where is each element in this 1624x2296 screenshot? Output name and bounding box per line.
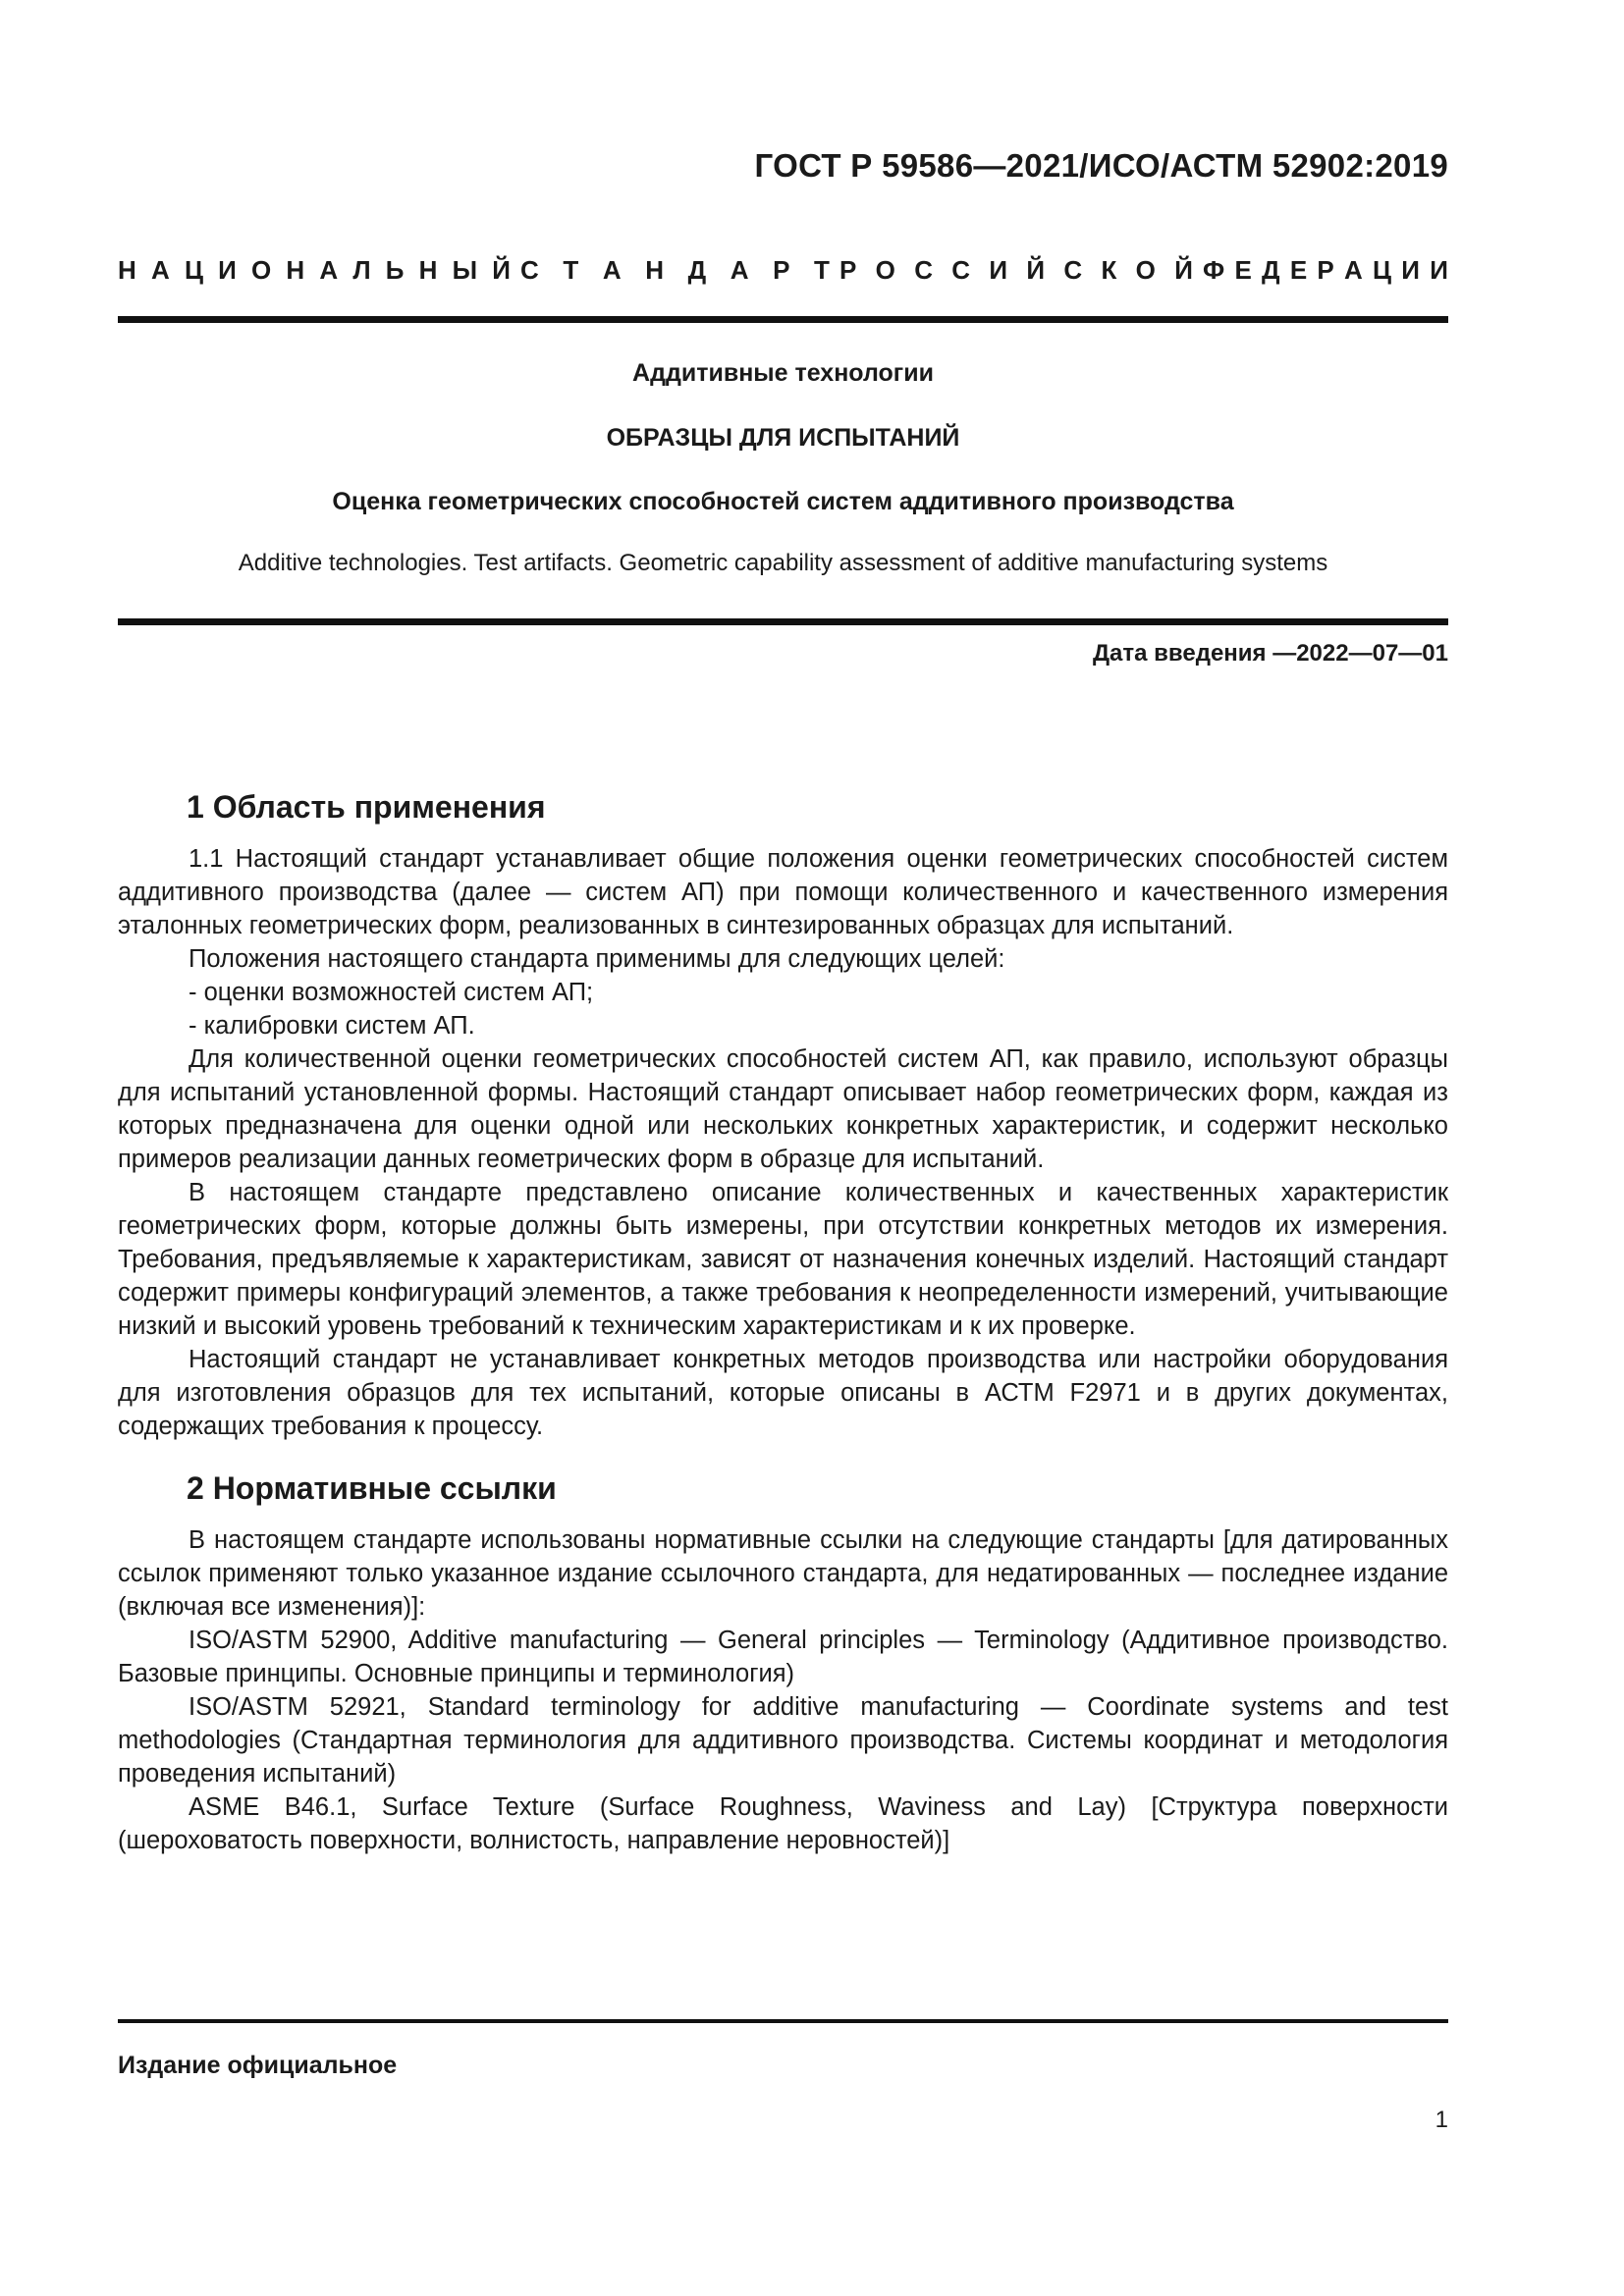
- banner-letter: И: [989, 255, 1008, 285]
- title-divider: [118, 618, 1448, 625]
- banner-letter: А: [319, 255, 339, 285]
- banner-letter: С: [914, 255, 933, 285]
- banner-word-4: [1203, 255, 1448, 286]
- banner-word-2: [520, 255, 830, 286]
- banner-letter: Д: [1262, 255, 1280, 285]
- section-2-heading: 2 Нормативные ссылки: [187, 1470, 557, 1506]
- section-2-reference-3: ASME B46.1, Surface Texture (Surface Roughness, Waviness and Lay) [Структура поверхности (шероховатость поверхности, волнистость, направление неровностей)]: [118, 1793, 1448, 1854]
- banner-letter: Р: [773, 255, 790, 285]
- footer-divider: [118, 2019, 1448, 2023]
- banner-letter: С: [1063, 255, 1083, 285]
- banner-letter: Т: [563, 255, 579, 285]
- banner-letter: Ы: [452, 255, 478, 285]
- banner-letter: Р: [1317, 255, 1334, 285]
- national-standard-banner: [118, 255, 1448, 286]
- banner-letter: О: [251, 255, 272, 285]
- title-line-3: Оценка геометрических способностей систем аддитивного производства: [332, 488, 1234, 515]
- page-number: 1: [1435, 2107, 1448, 2133]
- title-line-2: ОБРАЗЦЫ ДЛЯ ИСПЫТАНИЙ: [606, 424, 960, 452]
- banner-letter: Н: [118, 255, 136, 285]
- banner-letter: Л: [352, 255, 371, 285]
- banner-letter: О: [1135, 255, 1156, 285]
- banner-letter: Й: [492, 255, 511, 285]
- banner-letter: Ь: [385, 255, 405, 285]
- section-1-paragraph-1: 1.1 Настоящий стандарт устанавливает общие положения оценки геометрических способностей систем аддитивного производства (далее — систем АП) при помощи количественного и качественного измерения эталонных геометрических форм, реализованных в синтезированных образцах для испытаний.: [118, 845, 1448, 939]
- section-2-reference-1: ISO/ASTM 52900, Additive manufacturing — General principles — Terminology (Аддитивное производство. Базовые принципы. Основные принципы и терминология): [118, 1627, 1448, 1687]
- top-divider: [118, 316, 1448, 323]
- banner-letter: И: [1430, 255, 1448, 285]
- document-code: ГОСТ Р 59586—2021/ИСО/АСТМ 52902:2019: [754, 147, 1448, 184]
- banner-letter: Ц: [184, 255, 203, 285]
- banner-letter: Й: [1174, 255, 1193, 285]
- banner-letter: Д: [687, 255, 707, 285]
- banner-letter: С: [951, 255, 971, 285]
- banner-word-3: [839, 255, 1193, 286]
- section-1-bullet-2: - калибровки систем АП.: [189, 1012, 475, 1040]
- banner-letter: Ц: [1373, 255, 1392, 285]
- title-line-1: Аддитивные технологии: [632, 359, 934, 387]
- section-1-bullet-1: - оценки возможностей систем АП;: [189, 979, 594, 1006]
- section-1-paragraph-3: Для количественной оценки геометрических способностей систем АП, как правило, используют образцы для испытаний установленной формы. Настоящий стандарт описывает набор геометрических форм, каждая из которых предназначена для оценки одной или нескольких конкретных характеристик, и содержит несколько примеров реализации данных геометрических форм в образце для испытаний.: [118, 1045, 1448, 1173]
- section-1-paragraph-2: Положения настоящего стандарта применимы для следующих целей:: [189, 945, 1005, 973]
- banner-letter: К: [1101, 255, 1117, 285]
- banner-letter: Ф: [1203, 255, 1225, 285]
- banner-letter: А: [730, 255, 749, 285]
- banner-letter: С: [520, 255, 539, 285]
- banner-letter: А: [1344, 255, 1363, 285]
- banner-letter: Р: [839, 255, 857, 285]
- banner-letter: А: [150, 255, 170, 285]
- banner-letter: Н: [418, 255, 438, 285]
- section-1-heading: 1 Область применения: [187, 789, 546, 825]
- banner-letter: Е: [1289, 255, 1308, 285]
- banner-letter: А: [602, 255, 622, 285]
- section-1-paragraph-4: В настоящем стандарте представлено описание количественных и качественных характеристик геометрических форм, которые должны быть измерены, при отсутствии конкретных методов их измерения. Требования, предъявляемые к характеристикам, зависят от назначения конечных изделий. Настоящий стандарт содержит примеры конфигураций элементов, а также требования к неопределенности измерений, учитывающие низкий и высокий уровень требований к техническим характеристикам и к их проверке.: [118, 1179, 1448, 1340]
- banner-letter: Е: [1234, 255, 1252, 285]
- banner-letter: И: [218, 255, 237, 285]
- banner-letter: И: [1401, 255, 1420, 285]
- banner-letter: Й: [1026, 255, 1046, 285]
- banner-letter: Н: [286, 255, 305, 285]
- section-2-paragraph-1: В настоящем стандарте использованы нормативные ссылки на следующие стандарты [для датированных ссылок применяют только указанное издание ссылочного стандарта, для недатированных — последнее издание (включая все изменения)]:: [118, 1526, 1448, 1621]
- section-1-paragraph-5: Настоящий стандарт не устанавливает конкретных методов производства или настройки оборудования для изготовления образцов для тех испытаний, которые описаны в АСТМ F2971 и в других документах, содержащих требования к процессу.: [118, 1346, 1448, 1440]
- english-title: Additive technologies. Test artifacts. Geometric capability assessment of additive manufacturing systems: [238, 550, 1328, 576]
- official-edition-label: Издание официальное: [118, 2052, 398, 2079]
- banner-word-1: [118, 255, 511, 286]
- introduction-date: Дата введения —2022—07—01: [1092, 640, 1448, 667]
- banner-letter: Н: [645, 255, 665, 285]
- banner-letter: Т: [814, 255, 830, 285]
- banner-letter: О: [875, 255, 895, 285]
- section-2-reference-2: ISO/ASTM 52921, Standard terminology for additive manufacturing — Coordinate systems and test methodologies (Стандартная терминология для аддитивного производства. Системы координат и методология проведения испытаний): [118, 1693, 1448, 1788]
- document-body: [118, 785, 1448, 1857]
